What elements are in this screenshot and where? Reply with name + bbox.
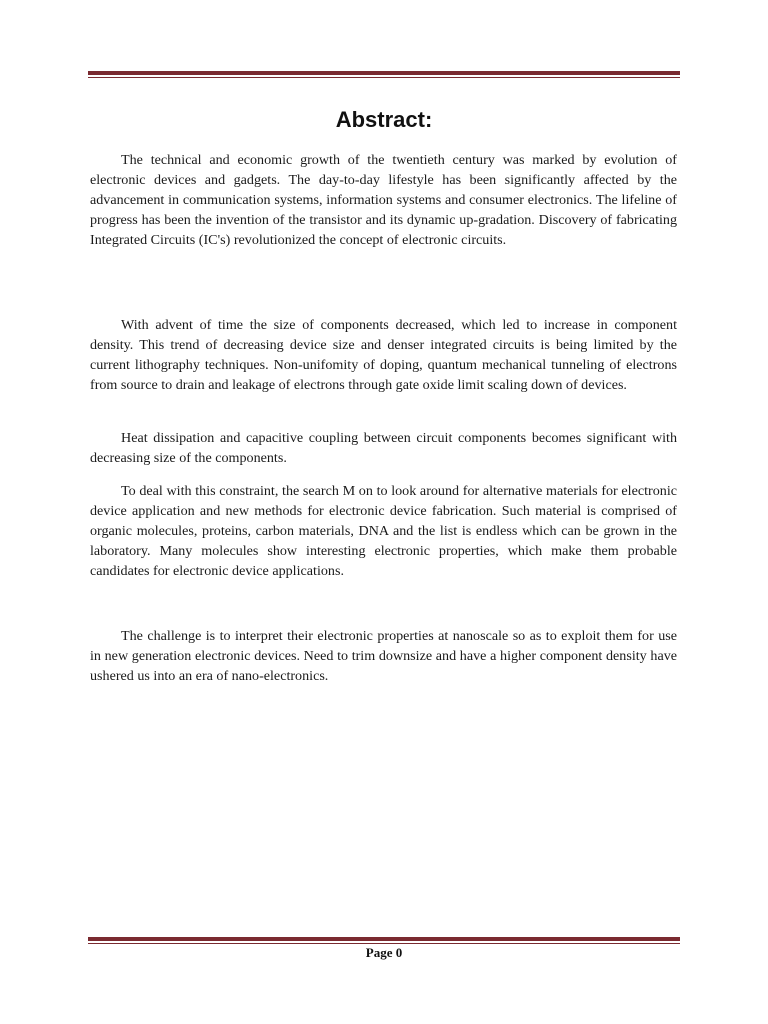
header-rule-thin bbox=[88, 77, 680, 78]
page-title: Abstract: bbox=[335, 107, 433, 132]
paragraph-2-text: With advent of time the size of components decreased, which led to increase in component density. This trend of decreasing device size and denser integrated circuits is being limited by the current lithography techniques. Non-unifomity of doping, quantum mechanical tunneling of electrons from source to drain and leakage of electrons through gate oxide limit scaling down of devices. bbox=[90, 317, 677, 393]
page-number: Page 0 bbox=[365, 945, 403, 960]
paragraph-3-text: Heat dissipation and capacitive coupling between circuit components becomes significant with decreasing size of the components. bbox=[90, 430, 677, 466]
paragraph-4-text: To deal with this constraint, the search M on to look around for alternative materials for electronic device application and new methods for electronic device fabrication. Such material is comprised of organic molecules, proteins, carbon materials, DNA and the list is endless which can be grown in the laboratory. Many molecules show interesting electronic properties, which make them probable candidates for electronic device applications. bbox=[90, 483, 677, 579]
footer-rule bbox=[88, 937, 680, 944]
header-rule-thick bbox=[88, 71, 680, 75]
paragraph-2 bbox=[90, 315, 677, 395]
footer-rule-thin bbox=[88, 943, 680, 944]
paragraph-1-text: The technical and economic growth of the twentieth century was marked by evolution of electronic devices and gadgets. The day-to-day lifestyle has been significantly affected by the advancement in communication systems, information systems and consumer electronics. The lifeline of progress has been the invention of the transistor and its dynamic up-gradation. Discovery of fabricating Integrated Circuits (IC's) revolutionized the concept of electronic circuits. bbox=[90, 152, 677, 248]
paragraph-1 bbox=[90, 150, 677, 250]
paragraph-5-text: The challenge is to interpret their electronic properties at nanoscale so as to exploit them for use in new generation electronic devices. Need to trim downsize and have a higher component density have ushered us into an era of nano-electronics. bbox=[90, 628, 677, 684]
paragraph-4 bbox=[90, 481, 677, 581]
paragraph-3 bbox=[90, 428, 677, 468]
footer-rule-thick bbox=[88, 937, 680, 941]
paragraph-5 bbox=[90, 626, 677, 686]
header-rule bbox=[88, 71, 680, 78]
